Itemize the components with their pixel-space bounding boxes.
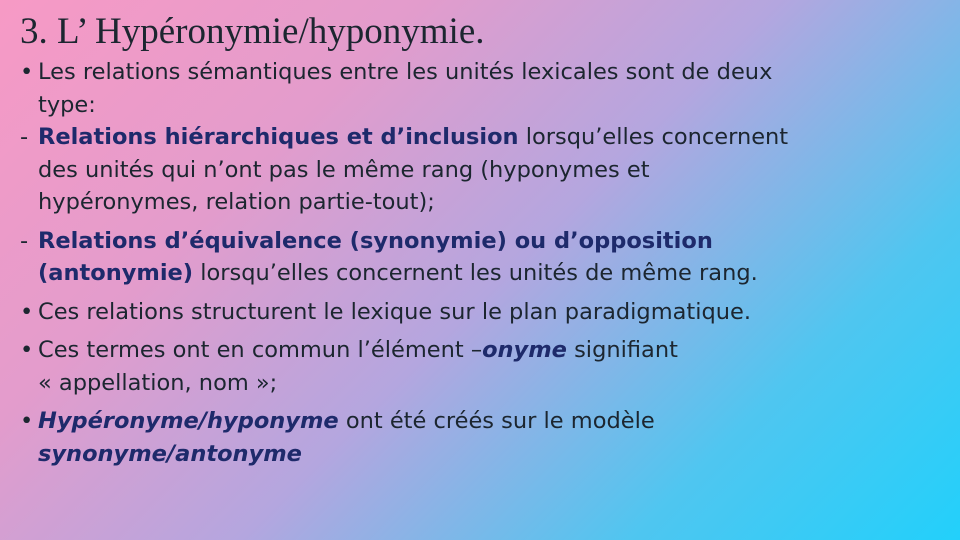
italic-term: Hypéronyme/hyponyme bbox=[38, 408, 339, 434]
text-span: signifiant bbox=[566, 337, 678, 363]
dash-marker: - bbox=[20, 124, 29, 150]
italic-term: synonyme/antonyme bbox=[38, 440, 302, 467]
text-line: Ces relations structurent le lexique sur le plan paradigmatique. bbox=[38, 298, 752, 325]
paragraph-onyme-element bbox=[20, 334, 940, 399]
paragraph-equivalence-relations bbox=[20, 225, 940, 290]
bullet-marker: • bbox=[20, 337, 34, 363]
text-line: Les relations sémantiques entre les unités lexicales sont de deux bbox=[38, 59, 773, 85]
bullet-marker: • bbox=[20, 298, 34, 325]
text-line: type: bbox=[38, 91, 96, 118]
bullet-marker: • bbox=[20, 59, 34, 85]
bullet-marker: • bbox=[20, 408, 34, 434]
paragraph-paradigmatic bbox=[20, 296, 940, 329]
dash-marker: - bbox=[20, 227, 29, 254]
paragraph-model bbox=[20, 405, 940, 470]
paragraph-relations-intro bbox=[20, 56, 940, 121]
bold-term: Relations hiérarchiques et d’inclusion bbox=[38, 124, 519, 150]
text-span: Ces termes ont en commun l’élément – bbox=[38, 337, 483, 363]
bold-term: (antonymie) bbox=[38, 260, 194, 286]
text-line: des unités qui n’ont pas le même rang (hyponymes et bbox=[38, 156, 650, 183]
bold-term: Relations d’équivalence (synonymie) ou d’opposition bbox=[38, 227, 713, 254]
text-line bbox=[38, 405, 940, 438]
text-span: lorsqu’elles concernent bbox=[518, 124, 789, 150]
text-line bbox=[38, 334, 940, 367]
italic-term: onyme bbox=[482, 337, 567, 363]
text-line: « appellation, nom »; bbox=[38, 369, 278, 396]
text-line bbox=[38, 257, 940, 290]
text-line bbox=[38, 121, 940, 154]
slide-title: 3. L’ Hypéronymie/hyponymie. bbox=[20, 11, 485, 52]
paragraph-hierarchical-relations bbox=[20, 121, 940, 219]
text-span: lorsqu’elles concernent les unités de même rang. bbox=[193, 260, 758, 286]
slide-body bbox=[20, 56, 940, 470]
text-span: ont été créés sur le modèle bbox=[338, 408, 655, 434]
text-line: hypéronymes, relation partie-tout); bbox=[38, 189, 435, 215]
